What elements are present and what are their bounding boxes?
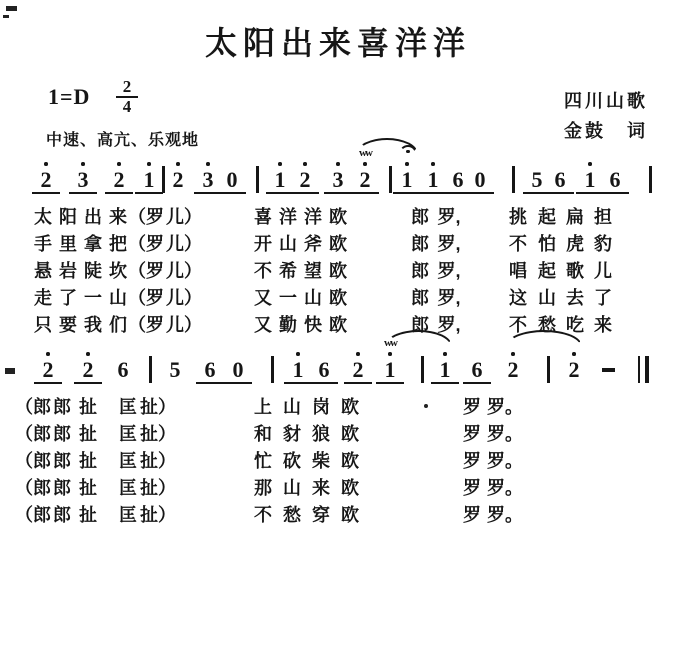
- lyric-syllable: （郎: [15, 478, 51, 498]
- lyric-syllable: 欧: [329, 288, 347, 308]
- lyric-syllable: 罗: [463, 397, 481, 417]
- lyric-syllable: 郎: [411, 234, 429, 254]
- lyric-syllable: 歌: [566, 261, 584, 281]
- note: [32, 160, 60, 194]
- lyric-syllable: 豺: [283, 424, 301, 444]
- note-digit: 6: [444, 168, 472, 194]
- lyric-syllable: 愁: [283, 505, 301, 525]
- lyric-syllable: 不: [509, 315, 527, 335]
- barline: [389, 166, 392, 193]
- note-digit: 2: [172, 167, 184, 192]
- octave-dot: [405, 162, 409, 166]
- note: [393, 160, 421, 194]
- lyric-syllable: 欧: [341, 505, 359, 525]
- octave-dot: [206, 162, 210, 166]
- lyric-syllable: 起: [538, 261, 556, 281]
- lyric-syllable: 只: [34, 315, 52, 335]
- lyric-syllable: （罗: [128, 261, 164, 281]
- note-digit: 6: [546, 168, 574, 194]
- octave-dot: [388, 352, 392, 356]
- lyric-syllable: 欧: [341, 397, 359, 417]
- lyric-syllable: 儿）: [166, 207, 202, 227]
- note-digit: 5: [169, 357, 181, 382]
- lyric-syllable: 把: [109, 234, 127, 254]
- note-digit: 1: [135, 168, 163, 194]
- lyric-syllable: 匡: [119, 505, 137, 525]
- lyric-syllable: 了: [59, 288, 77, 308]
- lyric-syllable: 郎: [411, 288, 429, 308]
- lyric-syllable: 山: [304, 288, 322, 308]
- lyric-syllable: 罗,: [437, 261, 461, 281]
- lyric-syllable: 扯）: [140, 478, 176, 498]
- lyric-syllable: （郎: [15, 424, 51, 444]
- note-digit: 2: [507, 357, 519, 382]
- octave-dot: [278, 162, 282, 166]
- lyric-syllable: 岗: [312, 397, 330, 417]
- lyric-syllable: 砍: [283, 451, 301, 471]
- lyric-syllable: 了: [594, 288, 612, 308]
- lyric-syllable: 柴: [312, 451, 330, 471]
- note: [69, 160, 97, 194]
- note: [310, 350, 338, 384]
- note-digit: 1: [576, 168, 604, 194]
- octave-dot: [86, 352, 90, 356]
- song-lyricist: 金鼓 词: [564, 121, 648, 141]
- lyric-syllable: 豹: [594, 234, 612, 254]
- time-signature: [116, 79, 138, 115]
- lyric-syllable: 希: [279, 261, 297, 281]
- scan-artifact: [3, 15, 9, 18]
- lyric-syllable: 罗,: [437, 315, 461, 335]
- lyric-syllable: 罗: [463, 478, 481, 498]
- lyric-syllable: 郎: [411, 315, 429, 335]
- lyric-syllable: 欧: [341, 424, 359, 444]
- lyric-syllable: 岩: [59, 261, 77, 281]
- note: [376, 350, 404, 384]
- octave-dot: [336, 162, 340, 166]
- duration-dash: [602, 368, 615, 372]
- lyric-syllable: 罗。: [487, 478, 523, 498]
- octave-dot: [511, 352, 515, 356]
- note-digit: 2: [344, 358, 372, 384]
- barline: [421, 356, 424, 383]
- note: [218, 160, 246, 194]
- lyric-syllable: 出: [84, 207, 102, 227]
- barline: [649, 166, 652, 193]
- note: [196, 350, 224, 384]
- note: [164, 160, 192, 192]
- lyric-syllable: 们: [109, 315, 127, 335]
- lyric-syllable: 山: [538, 288, 556, 308]
- note: [74, 350, 102, 384]
- octave-dot: [572, 352, 576, 356]
- lyric-syllable: 儿: [594, 261, 612, 281]
- lyric-syllable: 不: [254, 261, 272, 281]
- lyric-syllable: 忙: [254, 451, 272, 471]
- tempo-marking: 中速、高亢、乐观地: [46, 132, 200, 149]
- lyric-syllable: 郎: [411, 207, 429, 227]
- octave-dot: [431, 162, 435, 166]
- lyric-syllable: 怕: [538, 234, 556, 254]
- lyric-syllable: 虎: [566, 234, 584, 254]
- lyric-syllable: 儿）: [166, 288, 202, 308]
- lyric-syllable: 欧: [329, 261, 347, 281]
- note-digit: 3: [324, 168, 352, 194]
- lyric-syllable: 不: [509, 234, 527, 254]
- note: [105, 160, 133, 194]
- lyric-syllable: 挑: [509, 207, 527, 227]
- note: [576, 160, 604, 194]
- note: [546, 160, 574, 194]
- lyric-syllable: 来: [109, 207, 127, 227]
- lyric-syllable: 匡: [119, 397, 137, 417]
- lyric-syllable: 坎: [109, 261, 127, 281]
- lyric-syllable: 和: [254, 424, 272, 444]
- note: [344, 350, 372, 384]
- note: [161, 350, 189, 382]
- note-digit: 1: [419, 168, 447, 194]
- lyric-syllable: 欧: [329, 234, 347, 254]
- lyric-syllable: 穿: [312, 505, 330, 525]
- lyric-syllable: 上: [254, 397, 272, 417]
- song-title: 太阳出来喜洋洋: [204, 25, 471, 61]
- octave-dot: [356, 352, 360, 356]
- lyric-syllable: 喜: [254, 207, 272, 227]
- note-digit: 6: [117, 357, 129, 382]
- time-signature-denominator: 4: [122, 97, 132, 116]
- note-digit: 2: [32, 168, 60, 194]
- lyric-syllable: 走: [34, 288, 52, 308]
- note-digit: 1: [266, 168, 294, 194]
- note-digit: 6: [601, 168, 629, 194]
- note-digit: 2: [34, 358, 62, 384]
- lyric-syllable: 罗。: [487, 424, 523, 444]
- lyric-syllable: 不: [254, 505, 272, 525]
- lyric-syllable: 悬: [34, 261, 52, 281]
- lyric-syllable: （罗: [128, 207, 164, 227]
- lyric-syllable: 罗,: [437, 288, 461, 308]
- note-digit: 1: [393, 168, 421, 194]
- lyric-syllable: 罗,: [437, 207, 461, 227]
- lyric-syllable: 来: [312, 478, 330, 498]
- lyric-syllable: 扯）: [140, 505, 176, 525]
- note: [224, 350, 252, 384]
- note-digit: 0: [224, 358, 252, 384]
- lyric-syllable: 郎: [411, 261, 429, 281]
- lyric-syllable: 儿）: [166, 234, 202, 254]
- lyric-syllable: 山: [109, 288, 127, 308]
- barline: [547, 356, 550, 383]
- barline: [271, 356, 274, 383]
- lyric-syllable: 罗: [463, 451, 481, 471]
- note-digit: 6: [463, 358, 491, 384]
- note-digit: 0: [218, 168, 246, 194]
- lyric-syllable: 山: [283, 478, 301, 498]
- lyric-syllable: 扯）: [140, 397, 176, 417]
- lyric-syllable: 担: [594, 207, 612, 227]
- lyric-syllable: 扯: [79, 505, 97, 525]
- lyric-syllable: （郎: [15, 397, 51, 417]
- lyric-syllable: 吃: [566, 315, 584, 335]
- lyric-syllable: 扯: [79, 397, 97, 417]
- octave-dot: [588, 162, 592, 166]
- lyric-syllable: 郎: [53, 397, 71, 417]
- lyric-syllable: （罗: [128, 315, 164, 335]
- lyric-syllable: 郎: [53, 505, 71, 525]
- time-signature-numerator: 2: [116, 79, 138, 98]
- note-digit: 3: [69, 168, 97, 194]
- octave-dot: [363, 162, 367, 166]
- note: [109, 350, 137, 382]
- lyric-syllable: 扯: [79, 424, 97, 444]
- octave-dot: [117, 162, 121, 166]
- lyric-syllable: 阳: [59, 207, 77, 227]
- octave-dot: [44, 162, 48, 166]
- note: [135, 160, 163, 194]
- lyric-syllable: 欧: [341, 478, 359, 498]
- lyric-syllable: 拿: [84, 234, 102, 254]
- lyric-syllable: 开: [254, 234, 272, 254]
- note-digit: 6: [310, 358, 338, 384]
- lyric-syllable: 罗。: [487, 451, 523, 471]
- lyric-syllable: 又: [254, 315, 272, 335]
- lyric-syllable: 望: [304, 261, 322, 281]
- lyric-syllable: 来: [594, 315, 612, 335]
- note: [463, 350, 491, 384]
- lyric-syllable: 扁: [566, 207, 584, 227]
- lyric-syllable: 郎: [53, 451, 71, 471]
- octave-dot: [147, 162, 151, 166]
- final-barline: [638, 356, 649, 383]
- mordent-ornament-icon: ww: [359, 147, 371, 159]
- lyric-syllable: （郎: [15, 451, 51, 471]
- note-digit: 3: [194, 168, 222, 194]
- note: [266, 160, 294, 194]
- lyric-syllable: 山: [279, 234, 297, 254]
- lyric-syllable: 扯: [79, 451, 97, 471]
- barline: [512, 166, 515, 193]
- lyric-syllable: 去: [566, 288, 584, 308]
- note: [351, 160, 379, 194]
- note-digit: 2: [351, 168, 379, 194]
- lyric-syllable: 欧: [329, 207, 347, 227]
- note-digit: 1: [376, 358, 404, 384]
- note: [560, 350, 588, 382]
- lyric-syllable: 郎: [53, 478, 71, 498]
- note-digit: 2: [105, 168, 133, 194]
- octave-dot: [296, 352, 300, 356]
- lyric-syllable: 郎: [53, 424, 71, 444]
- lyric-syllable: 要: [59, 315, 77, 335]
- lyric-syllable: 儿）: [166, 315, 202, 335]
- lyric-syllable: 扯）: [140, 424, 176, 444]
- song-origin: 四川山歌: [564, 91, 648, 111]
- lyric-syllable: 罗。: [487, 505, 523, 525]
- lyric-syllable: 又: [254, 288, 272, 308]
- note-digit: 5: [523, 168, 551, 194]
- lyric-syllable: 山: [283, 397, 301, 417]
- note-digit: 1: [284, 358, 312, 384]
- scan-artifact: [5, 368, 15, 374]
- lyric-syllable: 扯）: [140, 451, 176, 471]
- octave-dot: [303, 162, 307, 166]
- lyric-syllable: 欧: [341, 451, 359, 471]
- lyric-syllable: （罗: [128, 288, 164, 308]
- note: [291, 160, 319, 194]
- lyric-syllable: 儿）: [166, 261, 202, 281]
- note-digit: 6: [196, 358, 224, 384]
- lyric-syllable: 斧: [304, 234, 322, 254]
- barline: [256, 166, 259, 193]
- lyric-syllable: 勤: [279, 315, 297, 335]
- lyric-syllable: 罗: [463, 505, 481, 525]
- lyric-syllable: 匡: [119, 451, 137, 471]
- barline: [149, 356, 152, 383]
- lyric-syllable: 欧: [329, 315, 347, 335]
- lyric-syllable: 罗,: [437, 234, 461, 254]
- mordent-ornament-icon: ww: [384, 337, 396, 349]
- note-digit: 2: [568, 357, 580, 382]
- lyric-syllable: （郎: [15, 505, 51, 525]
- note: [466, 160, 494, 194]
- note: [34, 350, 62, 384]
- scan-artifact: [424, 404, 428, 408]
- octave-dot: [176, 162, 180, 166]
- note-digit: 2: [74, 358, 102, 384]
- lyric-syllable: 起: [538, 207, 556, 227]
- octave-dot: [81, 162, 85, 166]
- lyric-syllable: 太: [34, 207, 52, 227]
- lyric-syllable: 狼: [312, 424, 330, 444]
- octave-dot: [46, 352, 50, 356]
- note: [324, 160, 352, 194]
- note: [431, 350, 459, 384]
- lyric-syllable: 愁: [538, 315, 556, 335]
- lyric-syllable: （罗: [128, 234, 164, 254]
- lyric-syllable: 匡: [119, 424, 137, 444]
- key-signature: 1=D: [48, 84, 91, 109]
- lyric-syllable: 快: [304, 315, 322, 335]
- lyric-syllable: 匡: [119, 478, 137, 498]
- note-digit: 1: [431, 358, 459, 384]
- note: [419, 160, 447, 194]
- octave-dot: [443, 352, 447, 356]
- note: [284, 350, 312, 384]
- lyric-syllable: 唱: [509, 261, 527, 281]
- lyric-syllable: 扯: [79, 478, 97, 498]
- note: [601, 160, 629, 194]
- lyric-syllable: 那: [254, 478, 272, 498]
- lyric-syllable: 里: [59, 234, 77, 254]
- lyric-syllable: 我: [84, 315, 102, 335]
- lyric-syllable: 陡: [84, 261, 102, 281]
- lyric-syllable: 罗。: [487, 397, 523, 417]
- lyric-syllable: 手: [34, 234, 52, 254]
- lyric-syllable: 这: [509, 288, 527, 308]
- lyric-syllable: 罗: [463, 424, 481, 444]
- lyric-syllable: 一: [84, 288, 102, 308]
- scan-artifact: [6, 6, 17, 11]
- note: [499, 350, 527, 382]
- lyric-syllable: 洋: [304, 207, 322, 227]
- note-digit: 2: [291, 168, 319, 194]
- lyric-syllable: 一: [279, 288, 297, 308]
- lyric-syllable: 洋: [279, 207, 297, 227]
- note-digit: 0: [466, 168, 494, 194]
